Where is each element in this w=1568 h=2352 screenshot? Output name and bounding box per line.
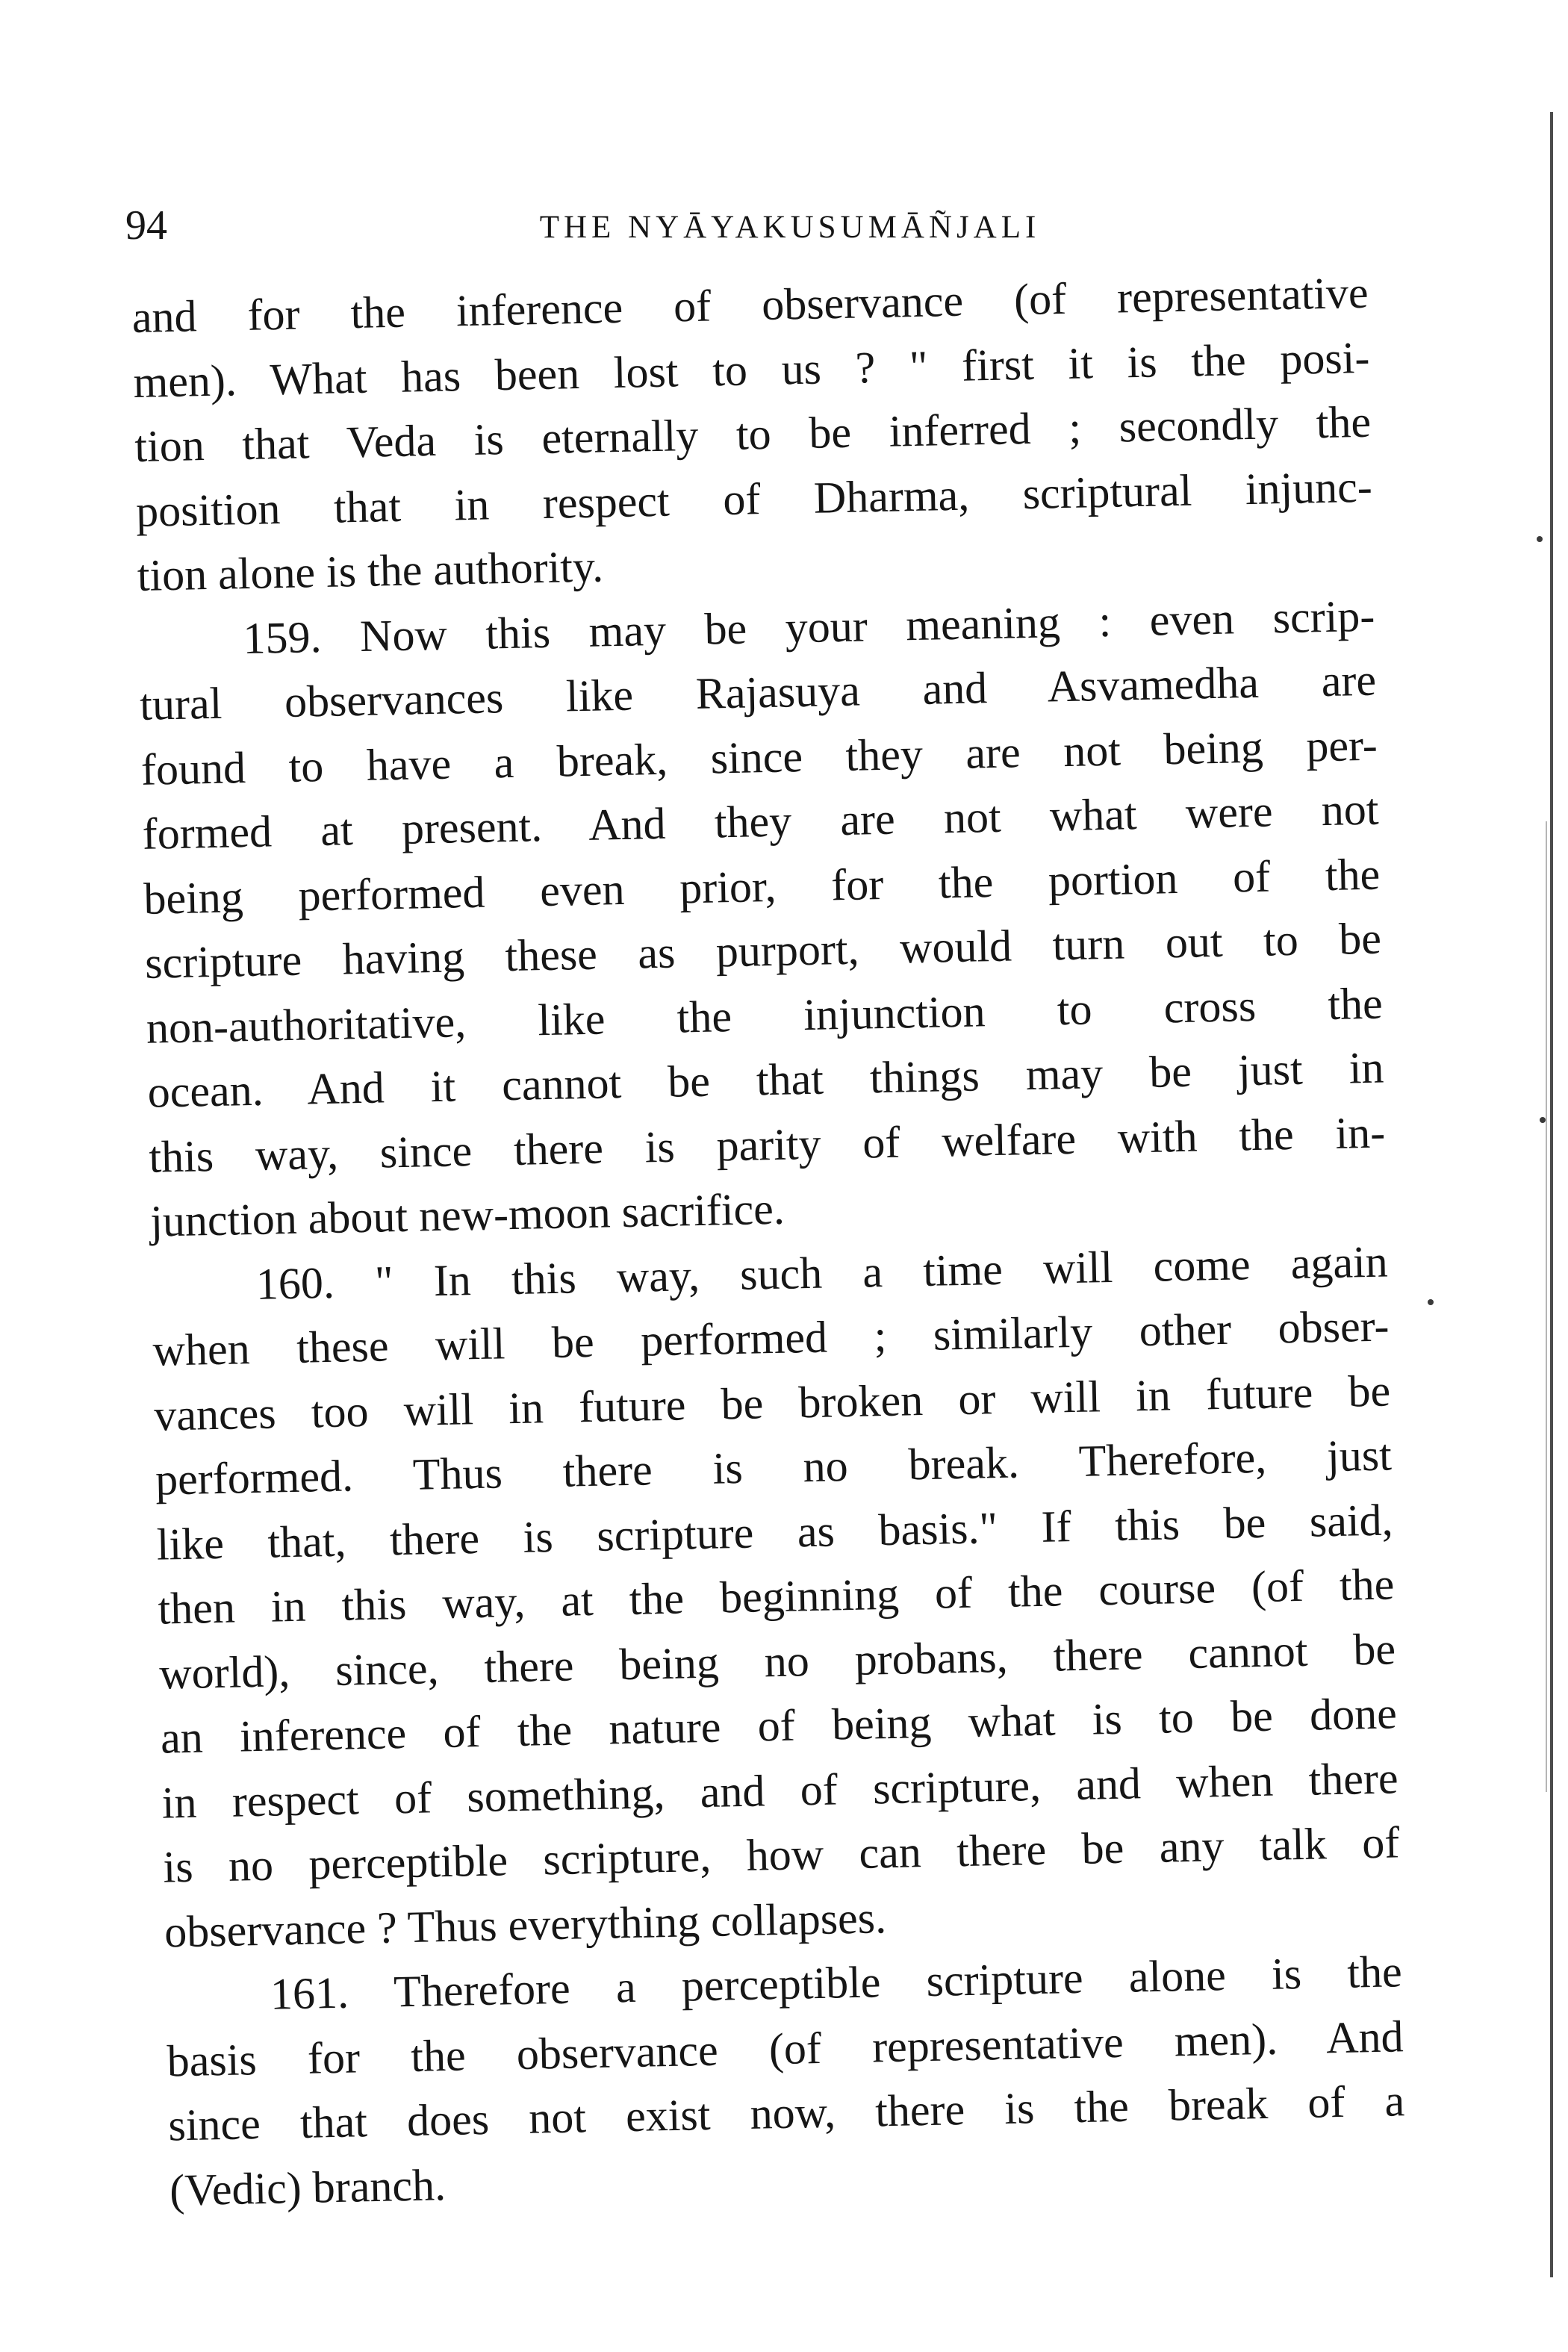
paragraph-160-start: 160. " In this way, such a time will come again	[255, 1236, 1389, 1309]
text-line: tural observances like Rajasuya and Asvamedha are	[139, 655, 1377, 729]
text-line: tion alone is the authority.	[137, 541, 604, 600]
text-line: junction about new-moon sacrifice.	[149, 1183, 785, 1246]
print-speck	[1428, 1299, 1434, 1305]
paragraph-161-start: 161. Therefore a perceptible scripture alone is the	[270, 1947, 1403, 2019]
text-line: in respect of something, and of scripture, and when there	[161, 1752, 1399, 1828]
text-line: non-authoritative, like the injunction to cross the	[146, 978, 1384, 1053]
text-line: an inference of the nature of being what is to be done	[160, 1688, 1398, 1763]
text-line: world), since, there being no probans, there cannot be	[158, 1623, 1396, 1699]
text-line: (Vedic) branch.	[169, 2159, 447, 2215]
page-number: 94	[125, 202, 167, 249]
running-head: THE NYĀYAKUSUMĀÑJALI	[539, 210, 1041, 245]
page-header	[125, 197, 1365, 264]
page-edge-rule	[1550, 112, 1553, 2277]
text-line: formed at present. And they are not what were not	[142, 784, 1380, 859]
text-line: performed. Thus there is no break. Therefore, just	[155, 1430, 1393, 1505]
paragraph-159-start: 159. Now this may be your meaning : even scrip-	[242, 591, 1375, 663]
text-line: tion that Veda is eternally to be inferred ; secondly the	[134, 396, 1372, 471]
text-line: vances too will in future be broken or will in future be	[153, 1365, 1391, 1440]
page-edge-shadow	[1546, 821, 1547, 1792]
body-text	[131, 261, 1407, 2223]
text-line: scripture having these as purport, would turn out to be	[144, 913, 1382, 988]
text-line: then in this way, at the beginning of the course (of the	[157, 1559, 1395, 1634]
text-line: like that, there is scripture as basis." If this be said,	[156, 1494, 1394, 1569]
text-line: men). What has been lost to us ? " first it is the posi-	[132, 332, 1370, 407]
text-line: since that does not exist now, there is the break of a	[167, 2076, 1405, 2150]
text-line: being performed even prior, for the portion of the	[143, 849, 1381, 924]
text-line: this way, since there is parity of welfare with the in-	[148, 1107, 1386, 1182]
print-speck	[1540, 1117, 1546, 1123]
text-line: ocean. And it cannot be that things may be just in	[147, 1042, 1385, 1117]
text-line: position that in respect of Dharma, scriptural injunc-	[135, 461, 1373, 536]
text-line: basis for the observance (of representative men). And	[167, 2011, 1404, 2086]
text-line: found to have a break, since they are not being per-	[140, 720, 1378, 794]
text-line: when these will be performed ; similarly other obser-	[152, 1301, 1390, 1375]
text-line: and for the inference of observance (of representative	[131, 267, 1369, 342]
print-speck	[1537, 536, 1543, 542]
text-line: is no perceptible scripture, how can there be any talk of	[162, 1817, 1400, 1892]
text-line: observance ? Thus everything collapses.	[164, 1892, 887, 1957]
